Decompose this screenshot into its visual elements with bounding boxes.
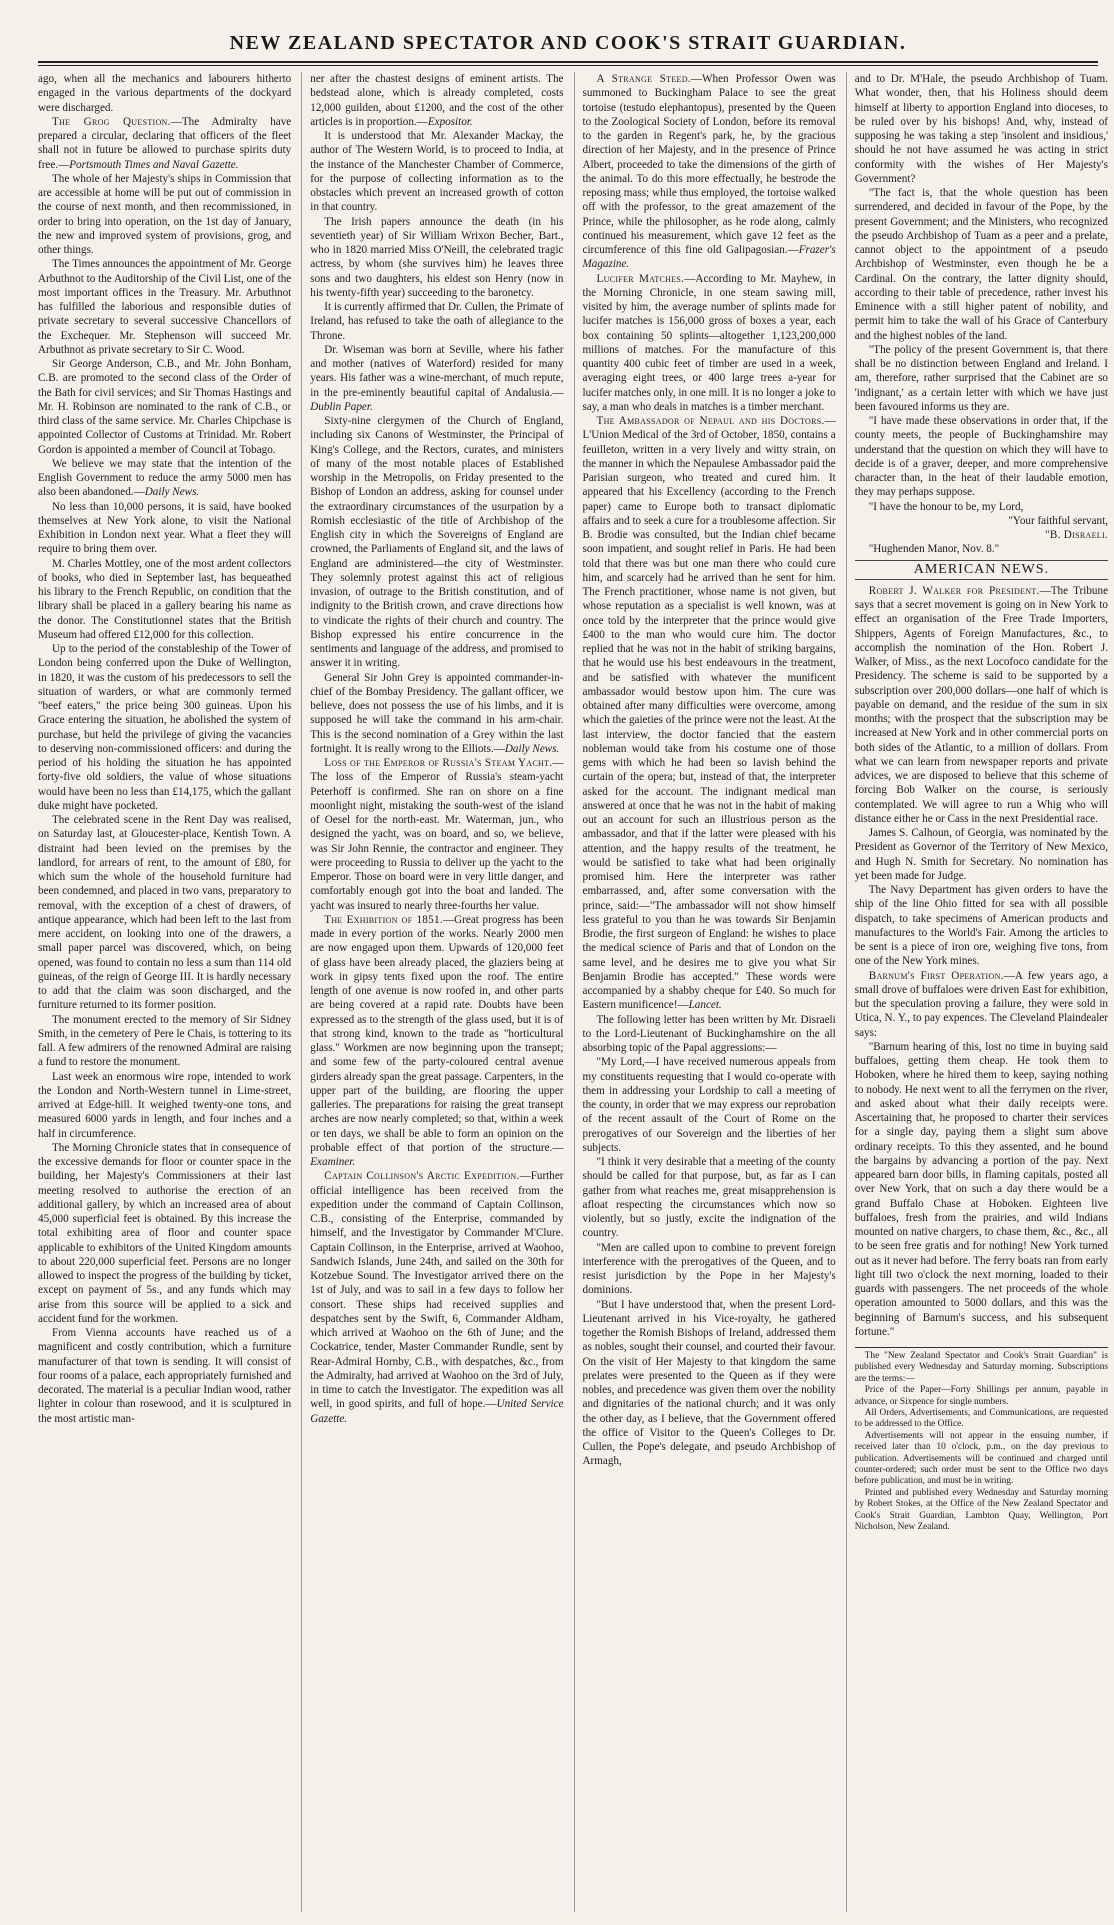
paragraph — [855, 969, 1108, 1040]
article-text: We believe we may state that the intention of the English Government to reduce the army 5000 men has also been abandoned.— — [38, 457, 292, 499]
column-3 — [574, 72, 836, 1912]
paragraph: "I have made these observations in order that, if the county meets, the people of Buckinghamshire may understand that the question on which they will have to decide is of a graver, deeper, and more comprehensive character than, in the heat of their laudable emotion, they may perhaps suppose. — [854, 415, 1108, 499]
article-text: —The loss of the Emperor of Russia's steam-yacht Peterhoff is confirmed. She ran on shore on a fine moonlight night, mistaking the south-west of the island of Oesel for the north-east. Mr. Waterman, jun., who designed the yacht, was on board, and so, we believe, was Sir John Rennie, the contractor and engineer. They were proceeding to Russia to deliver up the yacht to the Emperor. Those on board were in very little danger, and comfortably enough got into the boat and landed. The yacht was insured to nearly three-fourths her value. — [310, 757, 564, 912]
article-heading: The Exhibition of 1851. — [324, 913, 444, 926]
paragraph: The Times announces the appointment of Mr. George Arbuthnot to the Auditorship of the Civil List, one of the most important offices in the Treasury. Mr. Arbuthnot has fulfilled the laborious and responsible duties of private secretary to several successive Chancellors of the Exchequer. Mr. Stephenson will succeed Mr. Arbuthnot as private secretary to Sir C. Wood. — [38, 258, 292, 356]
source-credit: Daily News. — [504, 742, 560, 755]
column-1 — [38, 72, 291, 1912]
paragraph: "Barnum hearing of this, lost no time in buying said buffaloes, getting them cheap. He took them to Hoboken, where he hired them to keep, saying nothing to nobody. He next went to all the ferrymen on the river, and asked about what their daily receipts were. Ascertaining that, he proposed to charter their services for a single day, paying them a slight sum above ordinary receipts. To this they assented, and he bound the bargains by advancing a portion of the pay. Next appeared barn door bills, in flaming capitals, posted all over New York, that on such a day there would be a grand Buffalo Chase at Hoboken. Eighteen live buffaloes, fresh from the prairies, and wild Indians mounted on native chargers, to chase them, &c., &c., all to be seen free gratis and for nothing! New York turned out as it never had before. The ferry boats ran from early light till two o'clock the next morning, loaded to their guards with passengers. The net proceeds of the whole operation amounted to 5000 dollars, and this was the beginning of Barnum's success, and his subsequent fortune." — [854, 1040, 1108, 1338]
paragraph: The celebrated scene in the Rent Day was realised, on Saturday last, at Gloucester-place, Kentish Town. A distraint had been levied on the premises by the landlord, for arrears of rent, to the amount of £80, for which sum the whole of the household furniture had been condemned, and placed in two vans, preparatory to removal, with the exception of a chest of drawers, of antique appearance, which had been left to the last from mere accident, on looking into one of the drawers, a small paper parcel was discovered, which, on being opened, was found to contain no less a sum than 114 old guineas, of the reign of George III. It is hardly necessary to add that the claim was soon discharged, and the furniture returned to its former position. — [38, 814, 292, 1012]
source-credit: Daily News. — [144, 486, 200, 499]
paragraph: Up to the period of the constableship of the Tower of London being conferred upon the Duke of Wellington, in 1820, it was the custom of his predecessors to sell the situation of warders, or what are commonly termed "beef eaters," the price being 300 guineas. Upon his Grace entering the situation, he abolished the system of purchase, but held the privilege of giving the vacancies to deserving non-commissioned officers: and during the period of his holding the situation he has appointed forty-five old soldiers, the value of whose situations would have been no less than £14,175, which the gallant duke might have pocketed. — [38, 643, 292, 812]
article-text: —A few years ago, a small drove of buffaloes were driven East for exhibition, but the speculation proving a failure, they were sold in Utica, N. Y., to pay expences. The Cleveland Plaindealer says: — [854, 969, 1108, 1039]
article-text: —According to Mr. Mayhew, in the Morning Chronicle, in one steam sawing mill, visited by him, the average number of splints made for lucifer matches is 156,000 gross of boxes a year, each box containing 50 splints—altogether 1,123,200,000 millions of matches. For the manufacture of this quantity 400 cubic feet of timber are used in a week, averaging eight trees, or 400 large trees a-year for lucifer matches only, in one mill. It is no longer a joke to say, a man who deals in matches is a timber merchant. — [582, 272, 836, 413]
paragraph: The monument erected to the memory of Sir Sidney Smith, in the cemetery of Pere le Chais, is tottering to its fall. A few admirers of the renowned Admiral are raising a fund to restore the monument. — [38, 1013, 292, 1069]
paragraph: Sixty-nine clergymen of the Church of England, including six Canons of Westminster, the Principal of King's College, and the Rectors, curates, and ministers of many of the most notable places of Established worship in the Metropolis, on Friday presented to the Bishop of London an address, asking for counsel under the extraordinary circumstances of the usurpation by a Romish ecclesiastic of the title of Archbishop of the English city in which the Sovereigns of England are crowned, the Parliaments of England sit, and the laws of England are administered—the city of Westminster. They solemnly protest against this act of religious invasion, of outrage to the British constitution, and of indignity to the British crown, and crave directions how to vindicate the rights of their church and country. The Bishop expressed his entire concurrence in the sentiments and language of the address, and promised to answer it in writing. — [310, 415, 564, 670]
masthead-rule — [38, 61, 1098, 66]
source-credit: Lancet. — [688, 999, 722, 1012]
column-4 — [846, 72, 1108, 1912]
paragraph: M. Charles Mottley, one of the most ardent collectors of books, who died in September last, has bequeathed his library to the French Republic, on condition that the library shall be placed in a gallery bearing his name as the donor. The Constitutionnel states that the British Museum had offered £12,000 for this collection. — [38, 557, 292, 641]
colophon-line: Printed and published every Wednesday and Saturday morning by Robert Stokes, at the Office of the New Zealand Spectator and Cook's Strait Guardian, Lambton Quay, Wellington, Port Nicholson, New Zealand. — [854, 1487, 1108, 1533]
masthead-title: NEW ZEALAND SPECTATOR AND COOK'S STRAIT GUARDIAN. — [229, 32, 907, 54]
paragraph: Last week an enormous wire rope, intended to work the London and North-Western tunnel in Lime-street, arrived at Edge-hill. It weighed twenty-one tons, and measured 6000 yards in length, and four inches and a half in circumference. — [38, 1070, 292, 1140]
source-credit: United Service Gazette. — [310, 1398, 564, 1425]
article-text: —The Admiralty have prepared a circular, declaring that officers of the fleet shall not in future be allowed to purchase spirits duty free.— — [38, 115, 292, 171]
column-2 — [301, 72, 563, 1912]
article-heading: Lucifer Matches. — [596, 272, 685, 285]
paragraph: "But I have understood that, when the present Lord-Lieutenant arrived in his Vice-royalty, he gathered together the Romish Bishops of Ireland, addressed them as nobles, sought their counsel, and courted their favour. On the visit of Her Majesty to that kingdom the same prelates were presented to the Queen as if they were nobles, and precedence was given them over the nobility and dignitaries of the national church; and it was only the other day, as I believe, that the Government offered the office of Visitor to the Queen's Colleges to Dr. Cullen, the Pope's delegate, and pseudo Archbishop of Armagh, — [582, 1298, 836, 1468]
colophon-line: The "New Zealand Spectator and Cook's Strait Guardian" is published every Wednesday and Saturday morning. Subscriptions are the terms:— — [854, 1351, 1108, 1384]
letter-closing: "Your faithful servant, — [1008, 514, 1108, 527]
paragraph — [583, 414, 836, 1013]
article-heading: The Ambassador of Nepaul and his Doctors. — [596, 415, 825, 427]
article-text: —When Professor Owen was summoned to Buckingham Palace to see the great tortoise (testudo elephantopus), presented by the Queen to the Zoological Society of London, before its removal to the garden in Regent's park, he, by the gracious direction of her Majesty, and in the presence of Prince Albert, proceeded to take the dimensions of the girth of the animal. To do this more effectually, he bestrode the reposing mass; while thus employed, the tortoise walked off with the professor, to the great amazement of the Prince, while the philosopher, as he rode along, calmly continued his measurement, which gave 12 feet as the circumference of this fine old Galipagosian.— — [582, 73, 836, 256]
article-heading: Loss of the Emperor of Russia's Steam Yacht. — [324, 757, 553, 769]
article-text: —Great progress has been made in every portion of the works. Nearly 2000 men are now engaged upon them. Upwards of 120,000 feet of glass have been already placed, the glaziers being at work in gipsy tents fixed upon the roof. The entire length of one avenue is now roofed in, and other parts are being covered at a rapid rate. Doubts have been expressed as to the strength of the glass used, but it is of that strong kind, known to the trade as "horticultural glass." Workmen are now beginning upon the transept; and some few of the party-coloured central avenue girders already span the great passage. Carpenters, in the upper part of the building, are flooring the upper galleries. The preparations for raising the great transept arches are now nearly completed; so that, within a week or ten days, we shall be able to form an opinion on the probable effect of that portion of the structure.— — [310, 913, 564, 1154]
section-title: AMERICAN NEWS. — [855, 560, 1108, 580]
paragraph: "I think it very desirable that a meeting of the county should be called for that purpose, but, as far as I can gather from what reaches me, great misapprehension is afloat respecting the circumstances which now so violently, but so justly, excite the indignation of the country. — [582, 1156, 836, 1240]
paragraph: From Vienna accounts have reached us of a magnificent and costly contribution, which a furniture manufacturer of that town is sending. It will consist of four rooms of a palace, each appropriately furnished and decorated. The material is a peculiar Indian wood, rather lighter in colour than rosewood, and it is sculptured in the most artistic man- — [38, 1327, 292, 1425]
letter-dateline: "Hughenden Manor, Nov. 8." — [868, 543, 1000, 556]
paragraph: It is currently affirmed that Dr. Cullen, the Primate of Ireland, has refused to take the oath of allegiance to the Throne. — [310, 301, 564, 342]
source-credit: Frazer's Magazine. — [582, 244, 836, 271]
paragraph: "Men are called upon to combine to prevent foreign interference with the prerogatives of the Queen, and to resist jurisdiction by the Pope in her Majesty's dominions. — [582, 1241, 836, 1297]
paragraph — [583, 72, 836, 272]
article-heading: Captain Collinson's Arctic Expedition. — [324, 1170, 520, 1183]
paragraph: "The policy of the present Government is, that there shall be no distinction between England and Ireland. I am, therefore, rather surprised that the Cabinet are so 'indignant,' as a certain letter with which we have just been favoured informs us they are. — [854, 343, 1108, 413]
source-credit: Expositor. — [427, 115, 473, 128]
colophon-line: All Orders, Advertisements, and Communications, are requested to be addressed to the Office. — [854, 1408, 1108, 1430]
paragraph: The following letter has been written by Mr. Disraeli to the Lord-Lieutenant of Buckinghamshire on the all absorbing topic of the Papal aggressions:— — [582, 1013, 836, 1054]
paragraph — [310, 343, 563, 414]
article-text: —The Tribune says that a secret movement is going on in New York to effect an organisation of the Free Trade Importers, Shippers, Agents of Foreign Manufactures, &c., to accomplish the nomination of the Hon. Robert J. Walker, of Miss., as the next Locofoco candidate for the Presidency. The scheme is said to be supported by a subscription over 200,000 dollars—one half of which is payable on demand, and the residue of the sum in six months; with the prospect that the subscription may be increased at New York and in other commercial ports on both sides of the Atlantic, to a million of dollars. From what we can learn from newspaper reports and private advices, we are disposed to believe that this scheme of forcing Bob Walker on the course, is seriously contemplated. We will agree to run a Whig who will distance either he or Cass in the next Presidential race. — [854, 584, 1108, 825]
article-text: ner after the chastest designs of eminent artists. The bedstead alone, which is already completed, costs 12,000 guilden, about £1200, and the cost of the other articles is in proportion.— — [310, 73, 564, 128]
paragraph: The Irish papers announce the death (in his seventieth year) of Sir William Wrixon Becher, Bart., who in 1820 married Miss O'Neill, the celebrated tragic actress, by whom (she survives him) he leaves three sons and two daughters, his eldest son Henry (now in his twenty-fifth year) succeeding to the baronetcy. — [310, 215, 564, 299]
paragraph — [310, 913, 563, 1170]
article-columns — [38, 72, 1108, 1912]
paragraph: "The fact is, that the whole question has been surrendered, and decided in favour of the Pope, by the present Government; and the Ministers, who recognized the pseudo Archbishop of Tuam as a peer and a prelate, cannot object to the appointment of a pseudo Archbishop of Westminster, even though he be a Cardinal. On the contrary, the latter dignity should, according to their table of precedence, rather invest his Eminence with a still higher patent of nobility, and permit him to take the wall of his Grace of Canterbury and the highest nobles of the land. — [854, 187, 1108, 342]
paragraph — [310, 1169, 563, 1426]
paragraph: No less than 10,000 persons, it is said, have booked themselves at New York alone, to visit the National Exhibition in London next year. What a fleet they will require to bring them over. — [38, 500, 292, 556]
paragraph: Sir George Anderson, C.B., and Mr. John Bonham, C.B. are promoted to the second class of the Order of the Bath for civil services; and Sir Thomas Hastings and Mr. H. Robinson are nominated to the rank of C.B., or third class of the same service. Mr. Charles Chipchase is appointed Collector of Customs at Trinidad. Mr. Robert Gordon is appointed a member of Council at Tobago. — [38, 358, 292, 456]
colophon-line: Price of the Paper—Forty Shillings per annum, payable in advance, or Sixpence for single numbers. — [854, 1385, 1108, 1407]
paragraph — [310, 756, 563, 913]
paragraph — [38, 115, 291, 172]
paragraph: The whole of her Majesty's ships in Commission that are accessible at home will be put out of commission in the course of next month, and then recommissioned, in order to bring into operation, on the 1st day of January, the new and improved system of provisions, grog, and other things. — [38, 172, 292, 256]
paragraph: and to Dr. M'Hale, the pseudo Archbishop of Tuam. What wonder, then, that his Holiness should deem himself at liberty to apportion England into dioceses, to be ruled over by his bishops! And, why, instead of supposing he was taking a step 'insolent and insidious,' should he not have assumed he was acting in strict conformity with the wishes of Her Majesty's Government? — [854, 73, 1108, 185]
article-heading: Robert J. Walker for President. — [868, 584, 1040, 597]
article-heading: A Strange Steed. — [596, 73, 691, 85]
paragraph — [38, 457, 291, 500]
source-credit: Examiner. — [310, 1156, 356, 1168]
paragraph: It is understood that Mr. Alexander Mackay, the author of The Western World, is to proceed to India, at the instance of the Manchester Chamber of Commerce, for the purpose of collecting information as to the obstacles which prevent an increased growth of cotton in that country. — [310, 130, 564, 214]
paragraph — [855, 584, 1108, 826]
paragraph — [310, 72, 563, 129]
article-text: —L'Union Medical of the 3rd of October, 1850, contains a feuilleton, written in a very lively and witty strain, on the manner in which the Nepaulese Ambassador paid the Parisian surgeon, who treated and cured him. It appeared that his Excellency (according to the French paper) came to Europe both to transact diplomatic affairs and to seek a cure for a troublesome affection. Sir B. Brodie was consulted, but the Indian chief became soon impatient, and sought relief in Paris. He had been told that there was but one man there who could cure him, and scarcely had he arrived than he sent for him. The French practitioner, whose name is not given, but whose reputation as a specialist is well known, was at once told by the interpreter that the prince would give £400 to the man who would cure him. The doctor replied that he was not in the habit of striking bargains, that he would use his best endeavours in the treatment, and be satisfied with whatever the munificent ambassador would bestow upon him. The cure was obtained after many difficulties were overcome, among which the gaieties of the prince were not the least. At the last interview, the doctor fancied that the eastern nobleman would take from his costume one of those gems with which he had been so lavish behind the curtain of the opera; but, instead of that, the interpreter asked for the account. The indignant medical man answered at once that he was not in the habit of making out an account for such an illustrious person as the ambassador, and that if the latter were pleased with his attention, and the happy results of the treatment, he would be satisfied to take what had been originally promised him. Here the interpreter was rather embarrassed, and, after some conversation with the prince, said:—"The ambassador will not show himself less grateful to you than he was towards Sir Benjamin Brodie, the first surgeon of England: he wishes to place the medical science of Paris and that of London on the same level, and he desires me to give you what Sir Benjamin Brodie has accepted." These words were accompanied by a shabby cheque for £40. So much for Eastern munificence!— — [582, 415, 836, 1012]
source-credit: Dublin Paper. — [310, 400, 373, 413]
article-text: —Further official intelligence has been received from the expedition under the command of Captain Collinson, C.B., consisting of the Enterprise, commanded by himself, and the Investigator by Commander M'Clure. Captain Collinson, in the Enterprise, arrived at Waohoo, Sandwich Islands, June 24th, and sailed on the 30th for Kotzebue Sound. The Investigator arrived there on the 1st of July, and was to sail in a few days to follow her consort. These ships had received supplies and despatches sent by the Swift, 6, Commander Aldham, which arrived at Waohoo on the 6th of June; and the Cockatrice, tender, Master Commander Rundle, sent by Rear-Admiral Hornby, C.B., with despatches, &c., from the Admiralty, had arrived at Waohoo on the 3rd of July, in time to catch the Investigator. The expedition was all well, in good spirits, and full of hope.— — [310, 1170, 564, 1411]
letter-closing: "I have the honour to be, my Lord, — [868, 500, 1024, 513]
colophon — [855, 1347, 1108, 1534]
paragraph: ago, when all the mechanics and labourers hitherto engaged in the various departments of the dockyard were discharged. — [38, 73, 292, 114]
article-heading: Barnum's First Operation. — [868, 969, 1004, 982]
paragraph — [310, 671, 563, 757]
colophon-line: Advertisements will not appear in the ensuing number, if received later than 10 o'clock, p.m., on the day previous to publication. Advertisements will be continued and charged until counter-ordered; such order must be sent to the Office two days before publication, and must be in writing. — [854, 1430, 1108, 1487]
paragraph: "My Lord,—I have received numerous appeals from my constituents requesting that I would co-operate with them in addressing your Lordship to call a meeting of the county, in order that we may express our reprobation of the recent assault of the Court of Rome on the prerogatives of our Sovereign and the liberties of her subjects. — [582, 1056, 836, 1154]
article-heading: The Grog Question. — [52, 115, 171, 128]
paragraph: The Morning Chronicle states that in consequence of the excessive demands for floor or counter space in the building, her Majesty's Commissioners at their last meeting resolved to authorise the erection of an additional gallery, by which an increased area of about 45,000 superficial feet is obtained. By this increase the total exhibiting area of floor and counter space applicable to exhibitors of the United Kingdom amounts to about 220,000 superficial feet. Persons are no longer allowed to inspect the progress of the building by ticket, except on payment of 5s., and any funds which may arise from this source will be applied to a sick and accident fund for the workmen. — [38, 1141, 292, 1325]
source-credit: Portsmouth Times and Naval Gazette. — [69, 158, 239, 171]
article-text: Dr. Wiseman was born at Seville, where his father and mother (natives of Waterford) resided for many years. His father was a wine-merchant, of much repute, in the pre-eminently beautiful capital of Andalusia.— — [310, 343, 564, 399]
article-text: General Sir John Grey is appointed commander-in-chief of the Bombay Presidency. The gallant officer, we believe, does not possess the use of his limbs, and it is supposed he will take the command in his arm-chair. This is the second nomination of a Grey within the last fortnight. It is really wrong to the Elliots.— — [310, 671, 564, 755]
paragraph: James S. Calhoun, of Georgia, was nominated by the President as Governor of the Territory of New Mexico, and Hugh N. Smith for Secretary. No nomination has yet been made for Judge. — [854, 827, 1108, 882]
paragraph — [583, 272, 836, 415]
paragraph: The Navy Department has given orders to have the ship of the line Ohio fitted for sea with all possible dispatch, to take specimens of American products and manufactures to the World's Fair. Among the articles to be sent is a piece of iron ore, weighing five tons, from one of the New York mines. — [854, 884, 1108, 968]
letter-signature: "B. Disraeli. — [1045, 529, 1108, 541]
